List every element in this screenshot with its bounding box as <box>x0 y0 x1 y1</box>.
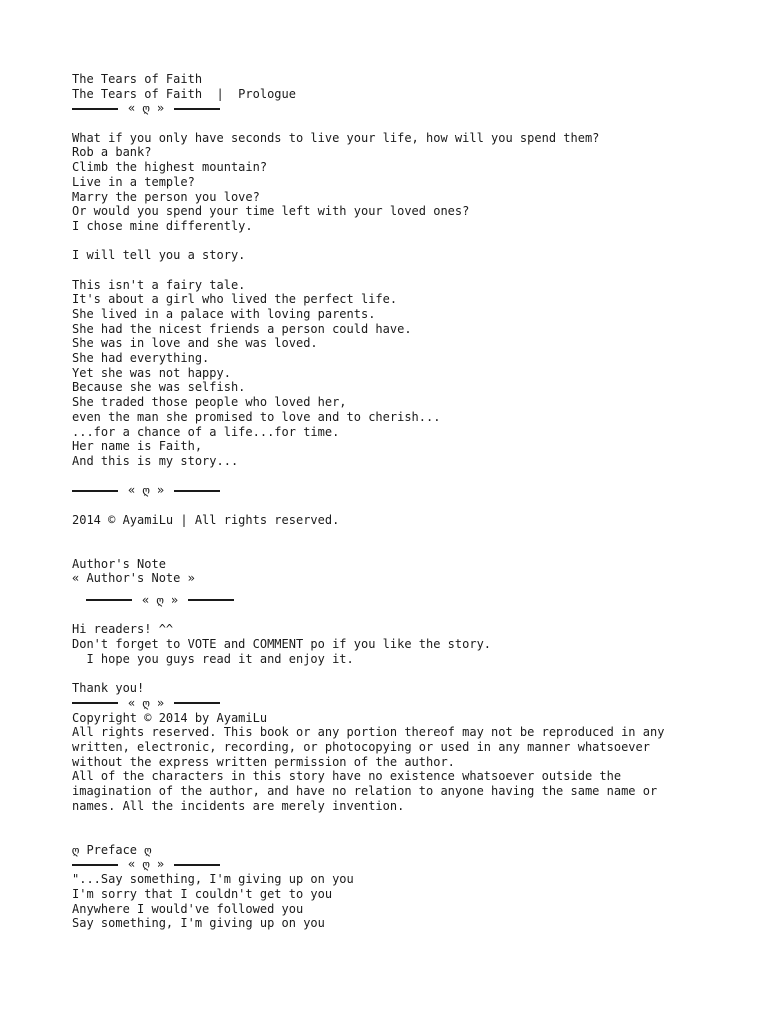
divider-bar <box>174 490 220 492</box>
text-line: Her name is Faith, <box>72 439 203 454</box>
text-line: "...Say something, I'm giving up on you <box>72 872 354 887</box>
text-line: Say something, I'm giving up on you <box>72 916 325 931</box>
divider-bar <box>174 108 220 110</box>
text-line: And this is my story... <box>72 453 239 468</box>
ornament-glyph: « ღ » <box>128 695 165 710</box>
text-line: names. All the incidents are merely invention. <box>72 798 405 813</box>
divider-bar <box>72 702 118 704</box>
story-body <box>72 278 732 469</box>
ornament-glyph: « ღ » <box>142 593 179 608</box>
text-line: imagination of the author, and have no relation to anyone having the same name or <box>72 784 658 799</box>
text-line: She had everything. <box>72 351 210 366</box>
document-page <box>72 72 732 931</box>
divider-bar <box>188 599 234 601</box>
authors-note-body <box>72 622 732 666</box>
divider-bar <box>72 490 118 492</box>
divider-bar <box>86 599 132 601</box>
text-line: Rob a bank? <box>72 145 152 160</box>
story-line: I will tell you a story. <box>72 248 246 263</box>
text-line: She had the nicest friends a person could have. <box>72 321 412 336</box>
text-line: Yet she was not happy. <box>72 365 231 380</box>
ornament-divider <box>72 857 732 872</box>
text-line: without the express written permission of the author. <box>72 754 455 769</box>
text-line: She traded those people who loved her, <box>72 395 347 410</box>
text-line: I hope you guys read it and enjoy it. <box>72 651 354 666</box>
text-line: written, electronic, recording, or photocopying or used in any manner whatsoever <box>72 739 650 754</box>
text-line: Copyright © 2014 by AyamiLu <box>72 710 268 725</box>
divider-bar <box>72 864 118 866</box>
ornament-divider <box>72 593 732 608</box>
story-title: The Tears of Faith <box>72 72 203 86</box>
ornament-divider <box>72 101 732 116</box>
text-line: She lived in a palace with loving parents. <box>72 307 376 321</box>
preface-title: ღ Preface ღ <box>72 842 152 857</box>
text-line: It's about a girl who lived the perfect life. <box>72 292 398 307</box>
text-line: Don't forget to VOTE and COMMENT po if you like the story. <box>72 637 492 652</box>
text-line: Anywhere I would've followed you <box>72 901 304 916</box>
text-line: Climb the highest mountain? <box>72 160 268 175</box>
authors-note-title: Author's Note <box>72 556 166 571</box>
text-line: Hi readers! ^^ <box>72 622 174 637</box>
ornament-glyph: « ღ » <box>128 483 165 498</box>
text-line: ...for a chance of a life...for time. <box>72 424 340 439</box>
chapter-heading: The Tears of Faith | Prologue <box>72 86 296 101</box>
authors-note-subtitle: « Author's Note » <box>72 571 195 586</box>
divider-bar <box>174 702 220 704</box>
thank-you: Thank you! <box>72 681 145 696</box>
prologue-intro <box>72 131 732 234</box>
text-line: Because she was selfish. <box>72 380 246 395</box>
ornament-divider <box>72 483 732 498</box>
copyright-short: 2014 © AyamiLu | All rights reserved. <box>72 512 340 527</box>
divider-bar <box>72 108 118 110</box>
preface-lyrics <box>72 872 732 931</box>
text-line: She was in love and she was loved. <box>72 336 318 351</box>
text-line: Live in a temple? <box>72 174 195 189</box>
ornament-glyph: « ღ » <box>128 101 165 116</box>
divider-bar <box>174 864 220 866</box>
text-line: What if you only have seconds to live your life, how will you spend them? <box>72 130 600 145</box>
text-line: I'm sorry that I couldn't get to you <box>72 886 333 901</box>
ornament-divider <box>72 696 732 711</box>
text-line: Marry the person you love? <box>72 189 260 204</box>
text-line: Or would you spend your time left with your loved ones? <box>72 204 470 219</box>
ornament-glyph: « ღ » <box>128 857 165 872</box>
text-line: All rights reserved. This book or any portion thereof may not be reproduced in any <box>72 725 665 740</box>
text-line: I chose mine differently. <box>72 218 253 233</box>
text-line: This isn't a fairy tale. <box>72 277 246 292</box>
text-line: even the man she promised to love and to cherish... <box>72 409 441 424</box>
copyright-block <box>72 711 732 814</box>
text-line: All of the characters in this story have no existence whatsoever outside the <box>72 769 622 784</box>
